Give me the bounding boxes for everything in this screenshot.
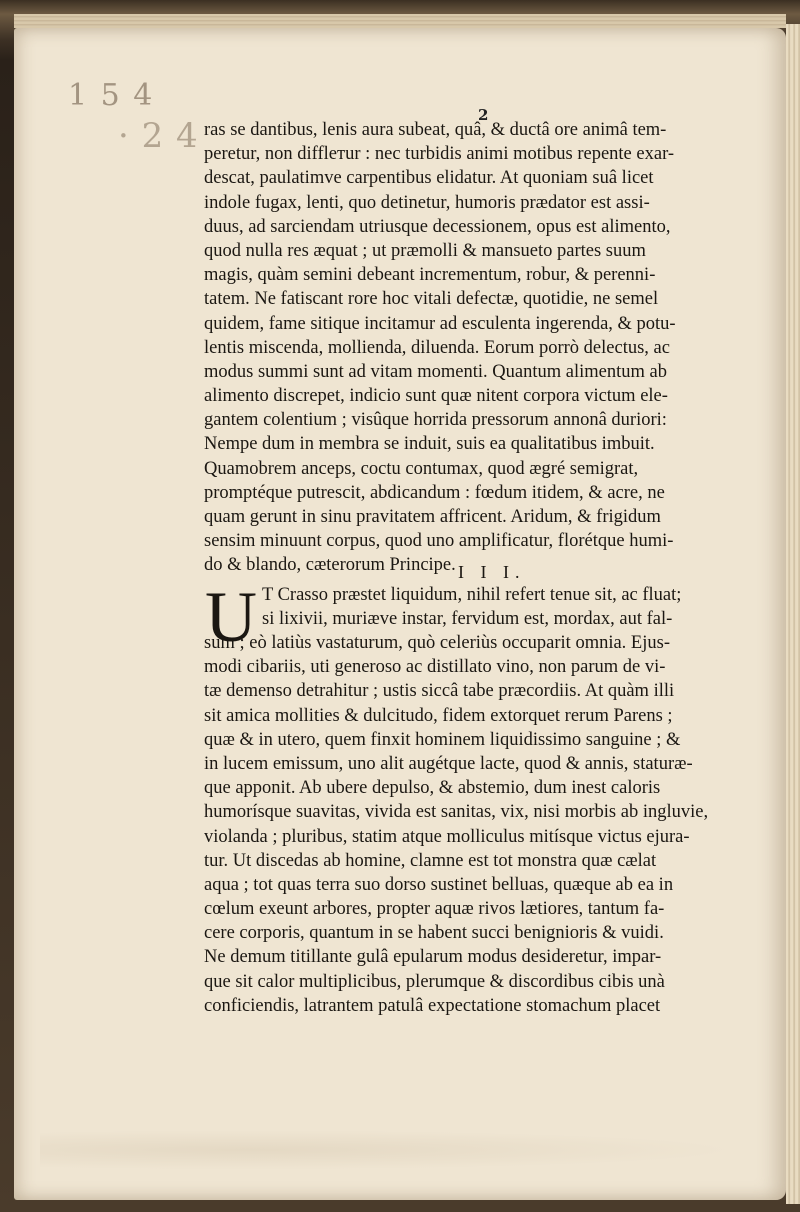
text-line: cœlum exeunt arbores, propter aquæ rivos lætiores, tantum fa-	[204, 899, 665, 920]
text-line: si lixivii, muriæve instar, fervidum est, mordax, aut fal-	[262, 609, 673, 630]
text-line: in lucem emissum, uno alit augétque lacte, quod & annis, staturæ-	[204, 753, 693, 774]
text-line: sit amica mollities & dulcitudo, fidem extorquet rerum Parens ;	[204, 705, 673, 726]
margin-handwritten-note: 1 5 4	[68, 78, 155, 113]
text-line: indole fugax, lenti, quo detinetur, humoris prædator est assi-	[204, 192, 650, 213]
text-line: do & blando, cæterorum Principe.	[204, 555, 456, 576]
text-line: que apponit. Ab ubere depulso, & abstemio, dum inest caloris	[204, 778, 661, 799]
show-through-stain	[40, 1130, 740, 1170]
text-line: aqua ; tot quas terra suo dorso sustinet belluas, quæque ab ea in	[204, 874, 674, 895]
text-line: Quamobrem anceps, coctu contumax, quod ægré semigrat,	[204, 458, 639, 479]
text-line: tur. Ut discedas ab homine, clamne est tot monstra quæ cælat	[204, 850, 657, 871]
drop-cap: U	[205, 577, 257, 657]
text-line: Ne demum titillante gulâ epularum modus desideretur, impar-	[204, 947, 662, 968]
text-line: humorísque suavitas, vivida est sanitas, vix, nisi morbis ab ingluvie,	[204, 802, 709, 823]
paragraph-2	[204, 631, 764, 1018]
text-line: descat, paulatimve carpentibus elidatur. At quoniam suâ licet	[204, 168, 654, 189]
text-line: quæ & in utero, quem finxit hominem liquidissimo sanguine ; &	[204, 729, 681, 750]
text-line: tatem. Ne fatiscant rore hoc vitali defectæ, quotidie, ne semel	[204, 289, 659, 310]
text-line: peretur, non difflетur : nec turbidis animi motibus repente exar-	[204, 144, 675, 165]
text-line: lentis miscenda, mollienda, diluenda. Eorum porrò delectus, ac	[204, 337, 670, 358]
text-line: duus, ad sarciendam utriusque decessionem, opus est alimento,	[204, 216, 671, 237]
text-line: ras se dantibus, lenis aura subeat, quâ, & ductâ ore animâ tem-	[204, 120, 667, 140]
text-line: promptéque putrescit, abdicandum : fœdum itidem, & acre, ne	[204, 482, 665, 503]
page-number: 2	[478, 106, 489, 124]
text-line: modi cibariis, uti generoso ac distillato vino, non parum de vi-	[204, 657, 666, 678]
text-line: quidem, fame sitique incitamur ad esculenta ingerenda, & potu-	[204, 313, 676, 334]
text-line: magis, quàm semini debeant incrementum, robur, & perenni-	[204, 265, 656, 286]
margin-handwritten-note-2: · 2 4	[118, 116, 199, 156]
section-heading: I I I.	[458, 562, 526, 582]
text-line: T Crasso præstet liquidum, nihil refert tenue sit, ac fluat;	[262, 585, 682, 605]
text-line: quam gerunt in sinu pravitatem affricent. Aridum, & frigidum	[204, 507, 661, 527]
text-line: alimento discrepet, indicio sunt quæ nitent corpora victum ele-	[204, 386, 668, 407]
text-line: conficiendis, latrantem patulâ expectatione stomachum placet	[204, 995, 661, 1016]
page-fore-edge	[786, 24, 800, 1204]
page-top-edge	[14, 14, 786, 28]
paragraph-2-opening	[262, 583, 762, 631]
text-line: modus summi sunt ad vitam momenti. Quantum alimentum ab	[204, 361, 667, 382]
text-line: sensim minuunt corpus, quod uno amplificatur, florétque humi-	[204, 531, 674, 552]
text-line: quod nulla res æquat ; ut præmolli & mansueto partes suum	[204, 240, 646, 261]
text-line: tæ demenso detrahitur ; ustis siccâ tabe præcordiis. At quàm illi	[204, 681, 675, 702]
text-line: violanda ; pluribus, statim atque molliculus mitísque victus ejura-	[204, 826, 690, 847]
text-line: que sit calor multiplicibus, plerumque & discordibus cibis unà	[204, 971, 665, 992]
text-line: gantem colentium ; visûque horrida pressorum annonâ duriori:	[204, 410, 667, 431]
text-line: cere corporis, quantum in se habent succi benignioris & vuidi.	[204, 923, 664, 944]
paragraph-1	[204, 118, 764, 578]
text-line: Nempe dum in membra se induit, suis ea qualitatibus imbuit.	[204, 434, 655, 455]
text-line: sum ; eò latiùs vastaturum, quò celeriùs occuparit omnia. Ejus-	[204, 633, 670, 653]
